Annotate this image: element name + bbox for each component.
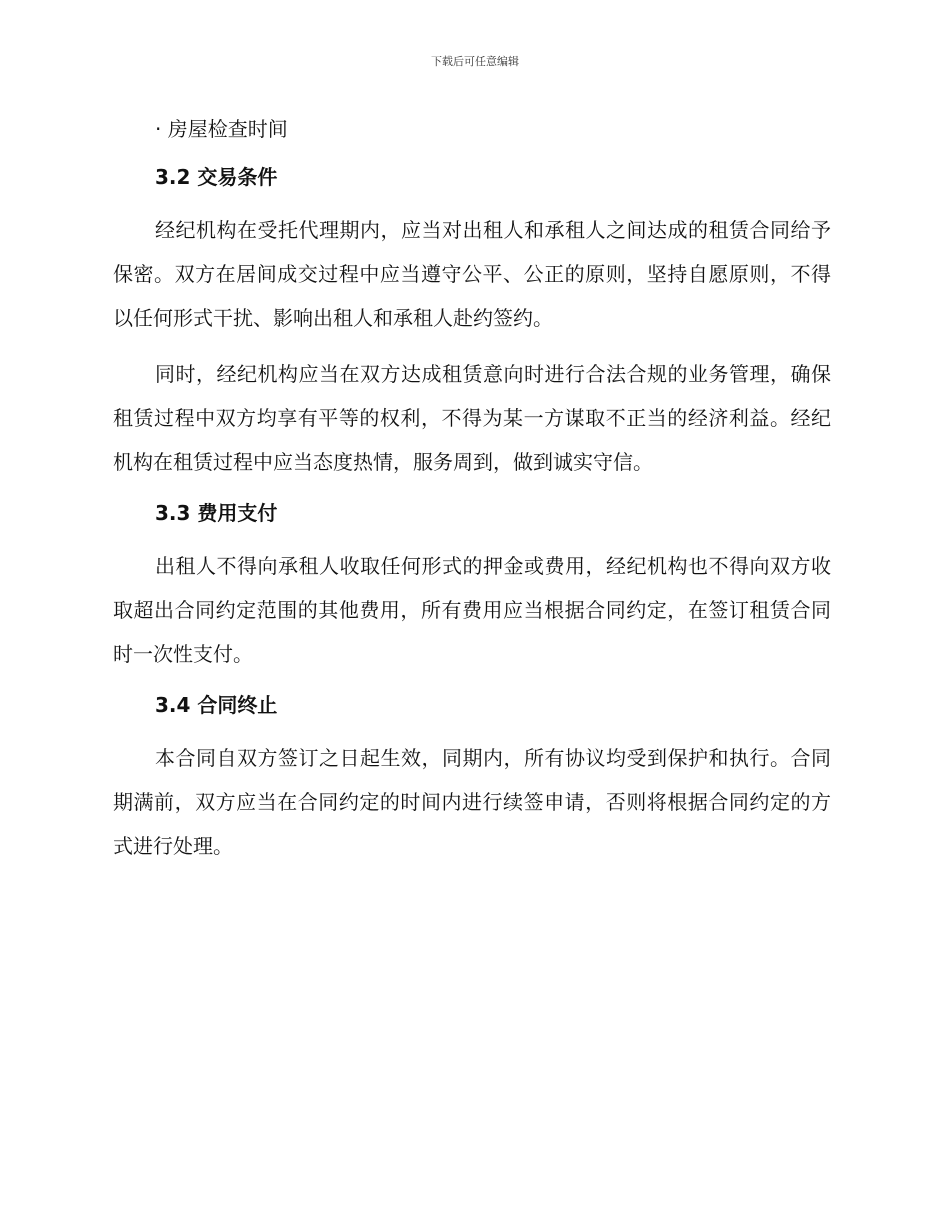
section-heading-fee-payment: 3.3 费用支付 (155, 501, 278, 525)
page-header: 下载后可任意编辑 (431, 55, 519, 68)
document-body (113, 112, 831, 880)
section-heading-transaction-terms: 3.2 交易条件 (155, 165, 278, 189)
paragraph: 经纪机构在受托代理期内，应当对出租人和承租人之间达成的租赁合同给予保密。双方在居间成交过程中应当遵守公平、公正的原则，坚持自愿原则，不得以任何形式干扰、影响出租人和承租人赴约签约。 (113, 218, 831, 330)
paragraph: 同时，经纪机构应当在双方达成租赁意向时进行合法合规的业务管理，确保租赁过程中双方均享有平等的权利，不得为某一方谋取不正当的经济利益。经纪机构在租赁过程中应当态度热情，服务周到，做到诚实守信。 (113, 362, 831, 474)
paragraph: 出租人不得向承租人收取任何形式的押金或费用，经纪机构也不得向双方收取超出合同约定范围的其他费用，所有费用应当根据合同约定，在签订租赁合同时一次性支付。 (113, 554, 831, 666)
section-heading-contract-termination: 3.4 合同终止 (155, 693, 278, 717)
paragraph: 本合同自双方签订之日起生效，同期内，所有协议均受到保护和执行。合同期满前，双方应当在合同约定的时间内进行续签申请，否则将根据合同约定的方式进行处理。 (113, 746, 831, 858)
bullet-item-house-inspection-time: · 房屋检查时间 (155, 117, 288, 141)
